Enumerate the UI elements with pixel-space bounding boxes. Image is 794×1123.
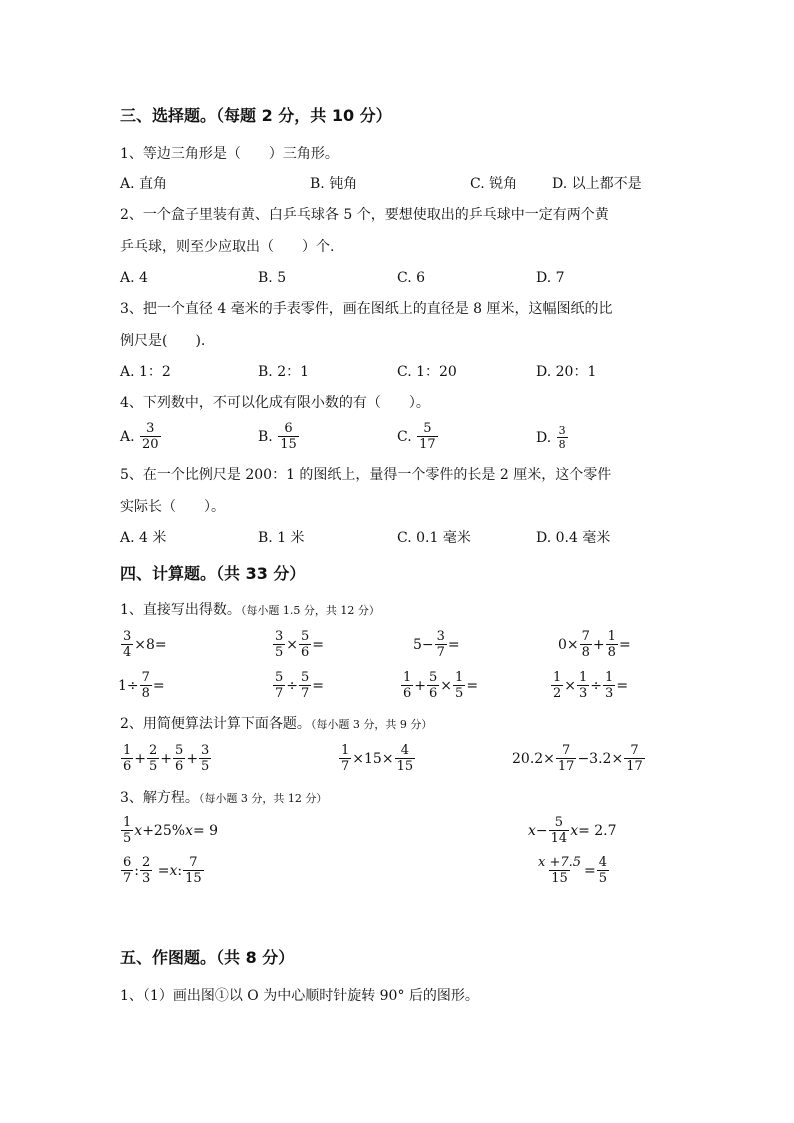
expr-tail: = (616, 677, 629, 694)
expr-tail: = 2.7 (578, 822, 617, 839)
equation-2 (528, 816, 617, 845)
question-5-line1: 5、在一个比例尺是 200：1 的图纸上，量得一个零件的长是 2 厘米，这个零件 (120, 467, 612, 483)
question-2-line2: 乒乓球，则至少应取出（ ）个. (120, 239, 335, 255)
q3-option-b: B. 2：1 (258, 364, 310, 380)
fraction: $\frac{1}{6}$ (123, 743, 132, 774)
fraction: $\frac{6}{7}$ (123, 855, 132, 886)
fraction: $\frac{1}{5}$ (123, 815, 132, 846)
fraction: $\frac{5}{6}$ (301, 629, 310, 660)
q4-option-a (120, 422, 162, 451)
operator: + (414, 677, 427, 694)
expr-tail: = 9 (192, 822, 219, 839)
expr-tail: = (447, 636, 460, 653)
section-title-choice: 三、选择题。（每题 2 分，共 10 分） (120, 106, 392, 125)
question-5-line2: 实际长（ ）。 (120, 499, 225, 515)
fraction: $\frac{1}{8}$ (607, 629, 616, 660)
expr-lead: 5− (413, 636, 434, 653)
question-3-line1: 3、把一个直径 4 毫米的手表零件，画在图纸上的直径是 8 厘米，这幅图纸的比 (120, 301, 613, 317)
fraction: $\frac{4}{5}$ (598, 855, 608, 886)
fraction: $\frac{3}{4}$ (123, 629, 132, 660)
fraction: $\frac{2}{3}$ (142, 855, 151, 886)
q4-option-b (258, 422, 300, 451)
fraction: $\frac{4}{15}$ (396, 743, 414, 774)
calc1-expr-2 (272, 630, 324, 659)
fraction: $\frac{5}{6}$ (429, 670, 438, 701)
expr-tail: ×8= (134, 636, 167, 653)
operator: × (564, 677, 577, 694)
calc2-expr-3 (512, 744, 646, 773)
fraction: $\frac{7}{17}$ (557, 743, 575, 774)
q2-option-a: A. 4 (120, 270, 148, 286)
q5-option-a: A. 4 米 (120, 530, 167, 546)
expr-lead: 20.2× (512, 750, 555, 767)
expr-mid: −3.2× (577, 750, 624, 767)
expr-mid: ×15× (352, 750, 394, 767)
equation-1 (120, 816, 218, 845)
calc1-title-text: 1、直接写出得数。 (120, 602, 241, 618)
q5-option-b: B. 1 米 (258, 530, 305, 546)
fraction: $\frac{3}{8}$ (558, 424, 566, 451)
variable-x: x (185, 822, 193, 839)
calc2-title (120, 717, 432, 731)
fraction: $\frac{3}{5}$ (275, 629, 284, 660)
q5-option-c: C. 0.1 毫米 (397, 530, 471, 546)
calc1-note: （每小题 1.5 分，共 12 分） (240, 604, 380, 617)
q1-option-b: B. 钝角 (310, 176, 358, 192)
question-2-line1: 2、一个盒子里装有黄、白乒乓球各 5 个，要想使取出的乒乓球中一定有两个黄 (120, 207, 609, 223)
operator: × (440, 677, 453, 694)
calc1-expr-6 (272, 671, 324, 700)
fraction: $\frac{3}{5}$ (201, 743, 210, 774)
calc2-expr-1 (120, 744, 212, 773)
equation-3 (120, 856, 205, 885)
variable-x: x (570, 822, 579, 839)
operator: × (286, 636, 299, 653)
calc2-title-text: 2、用简便算法计算下面各题。 (120, 716, 311, 732)
section-title-drawing: 五、作图题。（共 8 分） (120, 948, 295, 967)
operator: ÷ (286, 677, 299, 694)
operator: + (592, 636, 605, 653)
calc1-expr-4 (558, 630, 631, 659)
calc1-title (120, 603, 380, 617)
option-label: C. (397, 428, 412, 445)
fraction: $\frac{7}{8}$ (141, 670, 150, 701)
option-label: D. (536, 429, 552, 446)
ratio-colon: : (134, 862, 139, 879)
q3-option-a: A. 1：2 (120, 364, 171, 380)
fraction: $\frac{5}{7}$ (275, 670, 284, 701)
equation-4 (535, 856, 610, 885)
fraction: $\frac{5}{14}$ (550, 815, 568, 846)
calc1-expr-7 (400, 671, 478, 700)
q1-option-a: A. 直角 (120, 176, 168, 192)
fraction: $\frac{5}{6}$ (175, 743, 184, 774)
fraction: $\frac{7}{15}$ (185, 855, 202, 886)
equals: = (584, 862, 596, 879)
expr-lead: 1÷ (118, 677, 139, 694)
operator: + (160, 750, 173, 767)
fraction: $\frac{5}{17}$ (419, 421, 436, 452)
q1-option-d: D. 以上都不是 (552, 176, 642, 192)
option-label: A. (120, 428, 135, 445)
expr-tail: = (466, 677, 479, 694)
q3-option-c: C. 1：20 (397, 364, 457, 380)
q1-option-c: C. 锐角 (470, 176, 518, 192)
fraction: $\frac{1}{7}$ (341, 743, 350, 774)
variable-x: x (528, 822, 536, 839)
fraction: $\frac{5}{7}$ (301, 670, 310, 701)
operator: − (535, 822, 548, 839)
q4-option-c (397, 422, 439, 451)
fraction: $\frac{6}{15}$ (280, 421, 297, 452)
calc3-title-text: 3、解方程。 (120, 790, 199, 806)
fraction: $\frac{2}{5}$ (149, 743, 158, 774)
fraction: $\frac{1}{2}$ (553, 670, 562, 701)
operator: ÷ (590, 677, 603, 694)
equals: = (157, 862, 170, 879)
fraction: $\frac{1}{3}$ (605, 670, 614, 701)
variable-x: x (169, 862, 178, 879)
fraction: $\frac{1}{6}$ (403, 670, 412, 701)
ratio-colon: : (177, 862, 183, 879)
variable-x: x (134, 822, 143, 839)
expr-mid: +25% (142, 822, 186, 839)
section-title-calc: 四、计算题。（共 33 分） (120, 564, 306, 583)
operator: + (134, 750, 147, 767)
calc1-expr-8 (550, 671, 628, 700)
calc1-expr-1 (120, 630, 167, 659)
calc3-title (120, 791, 327, 805)
fraction: $\frac{1}{3}$ (579, 670, 588, 701)
calc2-expr-2 (338, 744, 416, 773)
fraction: $\frac{7}{8}$ (581, 629, 590, 660)
calc2-note: （每小题 3 分，共 9 分） (310, 718, 433, 731)
expr-lead: 0× (558, 636, 579, 653)
q2-option-d: D. 7 (536, 270, 565, 286)
fraction: $\frac{1}{5}$ (455, 670, 464, 701)
question-4: 4、下列数中，不可以化成有限小数的有（ ）。 (120, 395, 430, 411)
fraction: $\frac{3}{7}$ (436, 629, 445, 660)
fraction: $\frac{x +7.5}{15}$ (538, 855, 582, 886)
question-3-line2: 例尺是( ). (120, 333, 206, 349)
drawing-question-1: 1、（1）画出图①以 O 为中心顺时针旋转 90° 后的图形。 (120, 988, 479, 1004)
q4-option-d (536, 425, 569, 450)
fraction: $\frac{7}{17}$ (626, 743, 643, 774)
calc1-expr-3 (413, 630, 460, 659)
q5-option-d: D. 0.4 毫米 (536, 530, 611, 546)
q2-option-c: C. 6 (397, 270, 426, 286)
expr-tail: = (152, 677, 165, 694)
fraction: $\frac{3}{20}$ (142, 421, 159, 452)
q2-option-b: B. 5 (258, 270, 287, 286)
expr-tail: = (618, 636, 631, 653)
calc3-note: （每小题 3 分，共 12 分） (198, 792, 328, 805)
expr-tail: = (312, 636, 325, 653)
option-label: B. (258, 428, 273, 445)
expr-tail: = (312, 677, 325, 694)
question-1: 1、等边三角形是（ ）三角形。 (120, 146, 339, 162)
operator: + (186, 750, 199, 767)
q3-option-d: D. 20：1 (536, 364, 597, 380)
calc1-expr-5 (118, 671, 165, 700)
